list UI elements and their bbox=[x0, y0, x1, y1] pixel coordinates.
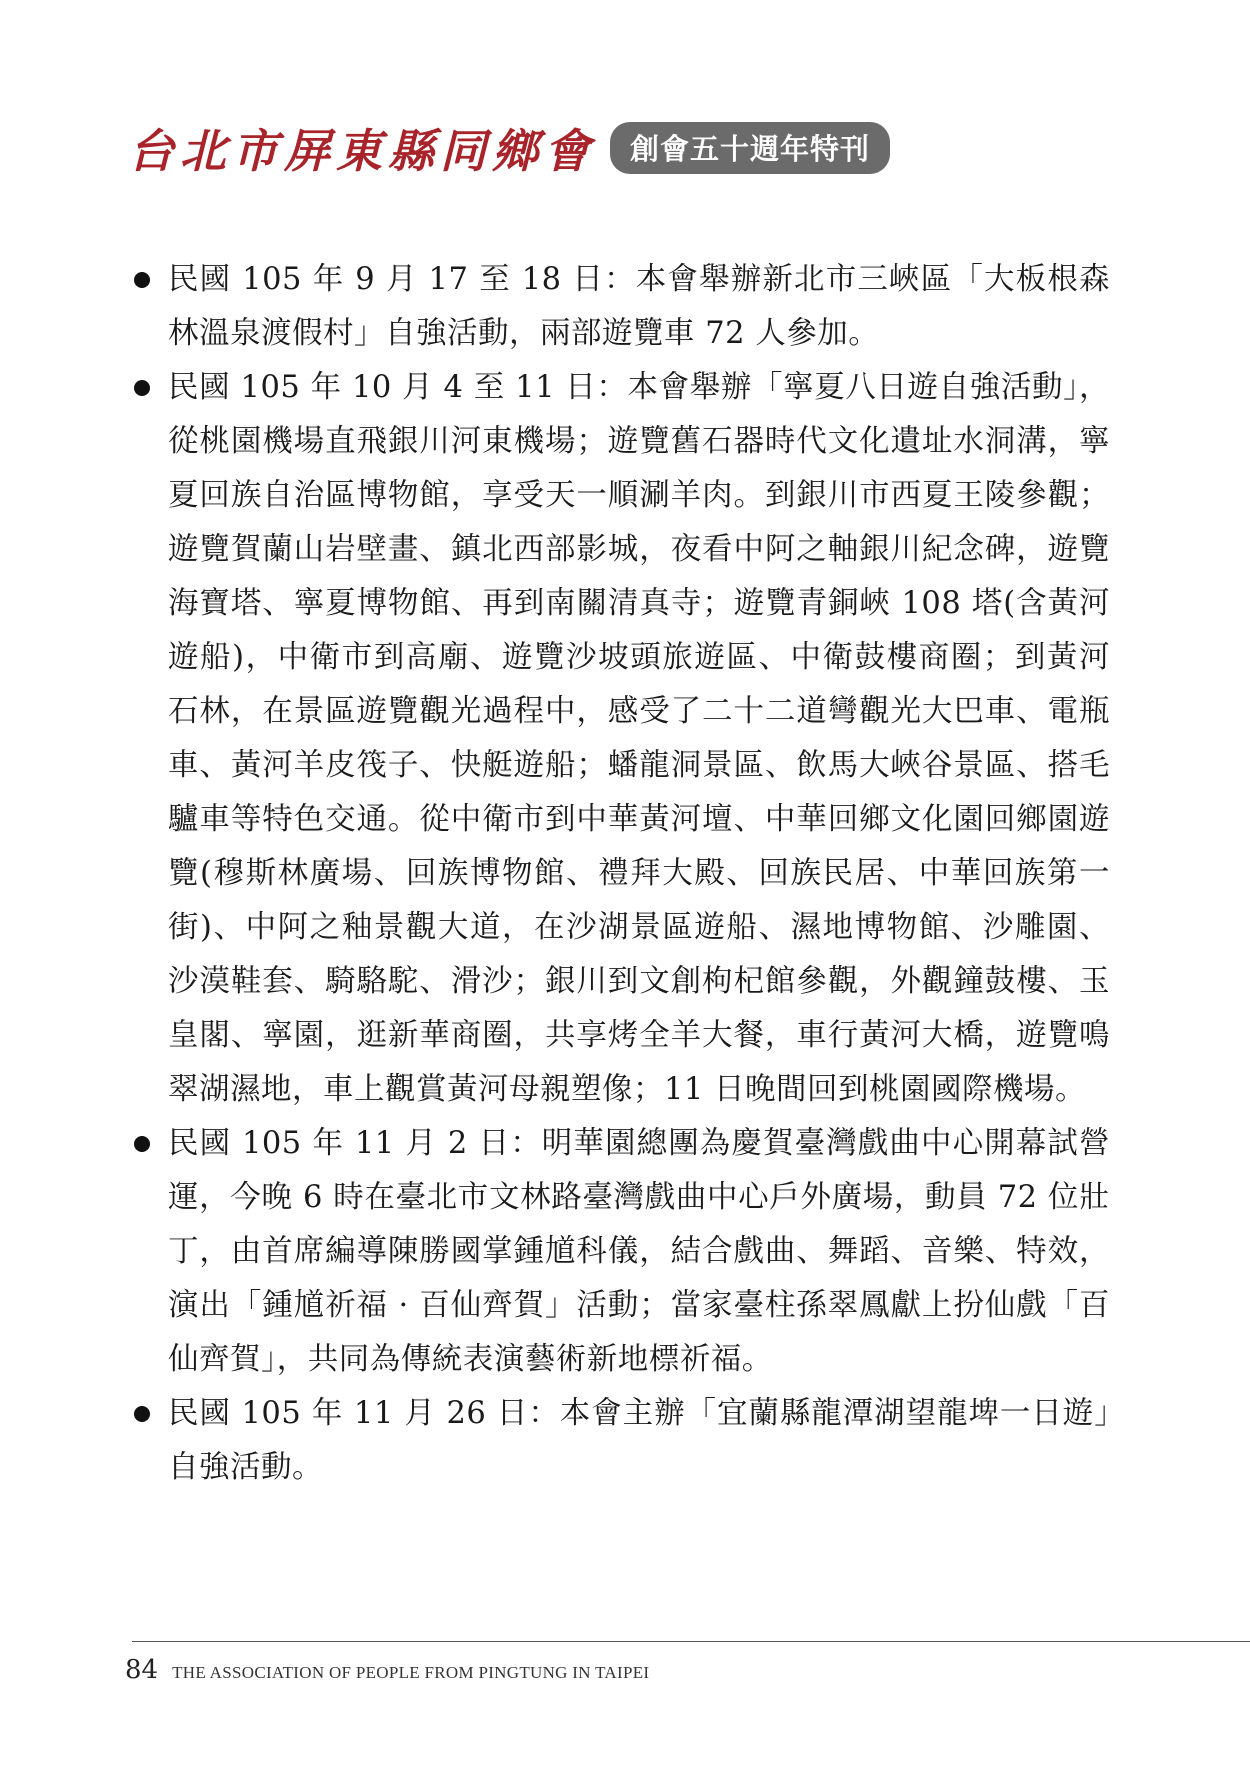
special-edition-badge: 創會五十週年特刊 bbox=[610, 122, 890, 174]
organization-title: 台北市屏東縣同鄉會 bbox=[128, 124, 596, 178]
bullet-dot bbox=[134, 1136, 150, 1152]
bullet-dot bbox=[134, 1406, 150, 1422]
event-text: 民國 105 年 10 月 4 至 11 日：本會舉辦「寧夏八日遊自強活動」，從桃園機場直飛銀川河東機場；遊覽舊石器時代文化遺址水洞溝，寧夏回族自治區博物館，享受天一順涮羊肉。到銀川市西夏王陵參觀；遊覽賀蘭山岩壁畫、鎮北西部影城，夜看中阿之軸銀川紀念碑，遊覽海寶塔、寧夏博物館、再到南關清真寺；遊覽青銅峽 108 塔(含黃河遊船)，中衛市到高廟、遊覽沙坡頭旅遊區、中衛鼓樓商圈；到黃河石林，在景區遊覽觀光過程中，感受了二十二道彎觀光大巴車、電瓶車、黃河羊皮筏子、快艇遊船；蟠龍洞景區、飲馬大峽谷景區、搭毛驢車等特色交通。從中衛市到中華黃河壇、中華回鄉文化園回鄉園遊覽(穆斯林廣場、回族博物館、禮拜大殿、回族民居、中華回族第一街)、中阿之釉景觀大道，在沙湖景區遊船、濕地博物館、沙雕園、沙漠鞋套、騎駱駝、滑沙；銀川到文創枸杞館參觀，外觀鐘鼓樓、玉皇閣、寧園，逛新華商圈，共享烤全羊大餐，車行黃河大橋，遊覽鳴翠湖濕地，車上觀賞黃河母親塑像；11 日晚間回到桃園國際機場。 bbox=[168, 370, 1110, 1107]
event-text: 民國 105 年 11 月 26 日：本會主辦「宜蘭縣龍潭湖望龍埤一日遊」自強活動。 bbox=[168, 1396, 1110, 1485]
event-entry bbox=[130, 361, 1110, 1117]
bullet-dot bbox=[134, 272, 150, 288]
event-entry bbox=[130, 1387, 1110, 1495]
page-number: 84 bbox=[125, 1655, 159, 1685]
publication-title: THE ASSOCIATION OF PEOPLE FROM PINGTUNG IN TAIPEI bbox=[172, 1663, 650, 1682]
event-list bbox=[130, 253, 1110, 1495]
footer-divider bbox=[132, 1641, 1250, 1642]
event-text: 民國 105 年 9 月 17 至 18 日：本會舉辦新北市三峽區「大板根森林溫泉渡假村」自強活動，兩部遊覽車 72 人參加。 bbox=[168, 262, 1110, 351]
page-header bbox=[128, 118, 890, 178]
event-text: 民國 105 年 11 月 2 日：明華園總團為慶賀臺灣戲曲中心開幕試營運，今晚 6 時在臺北市文林路臺灣戲曲中心戶外廣場，動員 72 位壯丁，由首席編導陳勝國掌鍾馗科儀，結合戲曲、舞蹈、音樂、特效，演出「鍾馗祈福 · 百仙齊賀」活動；當家臺柱孫翠鳳獻上扮仙戲「百仙齊賀」，共同為傳統表演藝術新地標祈福。 bbox=[168, 1126, 1110, 1377]
event-entry bbox=[130, 253, 1110, 361]
event-entry bbox=[130, 1117, 1110, 1387]
bullet-dot bbox=[134, 380, 150, 396]
page-footer bbox=[125, 1655, 649, 1685]
